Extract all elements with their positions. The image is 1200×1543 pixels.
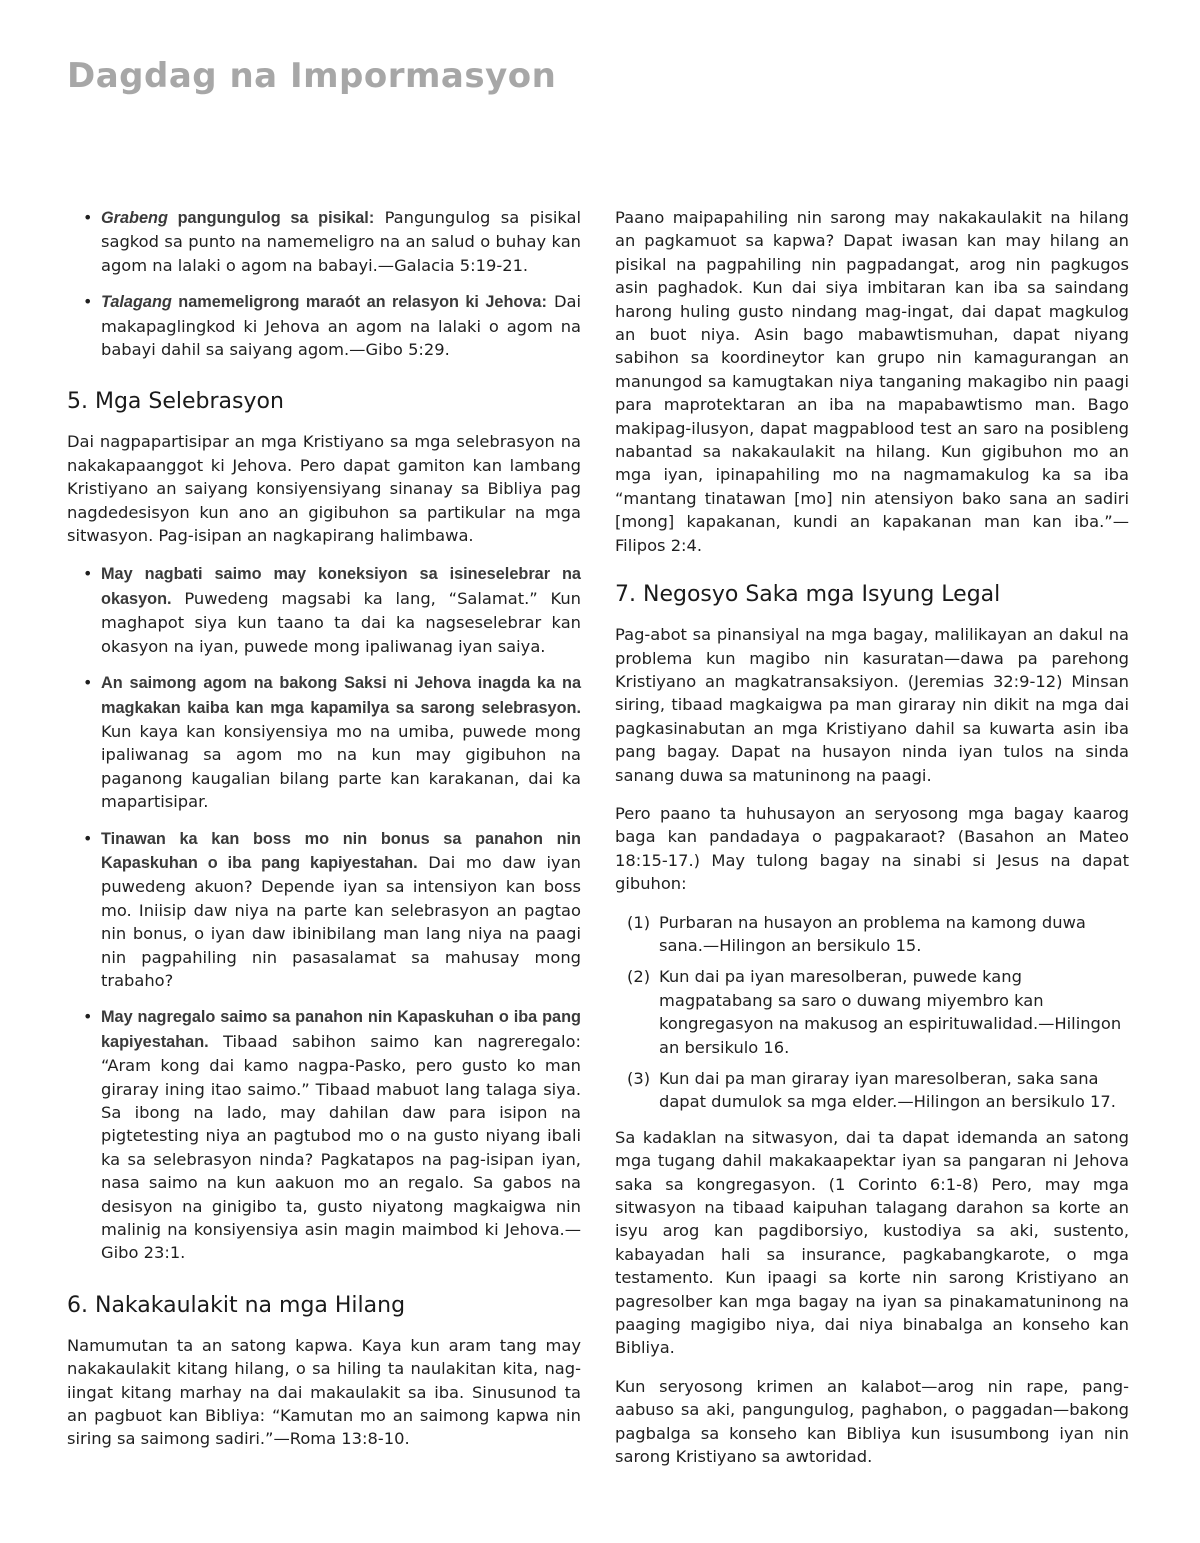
paragraph: Pag-abot sa pinansiyal na mga bagay, malilikayan an dakul na problema kun magibo nin kasuratan—dawa pa parehong Kristiyano an magkatransaksiyon. (Jeremias 32:9-12) Minsan siring, tibaad magkaigwa pa man giraray nin dikit na mga dai pagkasinabutan an mga Kristiyano dahil sa kuwarta asin iba pang bagay. Dapat na husayon ninda iyan tulos na sinda sanang duwa sa matuninong na paagi. — [615, 625, 1129, 785]
paragraph: Kun seryosong krimen an kalabot—arog nin rape, pang-aabuso sa aki, pangungulog, paghabon, o paggadan—bakong pagbalga sa konseho kan Bibliya kun isusumbong iyan nin sarong Kristiyano sa awtoridad. — [615, 1376, 1129, 1467]
celebrations-bullet-list — [67, 562, 581, 1264]
bullet-text: Tibaad sabihon saimo kan nagreregalo: “Aram kong dai kamo nagpa-Pasko, pero gusto ko man giraray ining itao saimo.” Tibaad mabuot lang talaga siya. Sa ibong na lado, may dahilan daw para isipon na pigtetesting niya an pagtubod mo o na gusto niyang ibali ka sa selebrasyon ninda? Pagkatapos na pag-isipan iyan, nasa saimo na kun aakuon mo an regalo. Sa gabos na desisyon na ginigibo ta, gusto niyatong magkaigwa nin malinig na konsiyensiya asin magin maimbod ki Jehova.—Gibo 23:1. — [101, 1031, 581, 1263]
bullet-text: Dai mo daw iyan puwedeng akuon? Depende iyan sa intensiyon kan boss mo. Iniisip daw niya na parte kan selebrasyon an pagtao nin bonus, o iyan daw ibinibilang man lang niya na paagi nin pagpahiling nin pasasalamat sa mahusay mong trabaho? — [101, 852, 581, 990]
bullet-text: Puwedeng magsabi ka lang, “Salamat.” Kun maghapot siya kun taano ta dai ka nagseselebrar kan okasyon na iyan, puwede mong ipaliwanag iyan saiya. — [101, 588, 581, 656]
list-item — [83, 206, 581, 277]
bullet-lead: May nagregalo saimo sa panahon nin Kapaskuhan o iba pang kapiyestahan. — [101, 1008, 581, 1051]
step-text: Purbaran na husayon an problema na kamong duwa sana.—Hilingon an bersikulo 15. — [659, 912, 1086, 955]
list-item — [627, 1067, 1129, 1114]
page-title: Dagdag na Impormasyon — [67, 56, 557, 96]
steps-list — [615, 911, 1129, 1114]
section-heading-diseases: 6. Nakakaulakit na mga Hilang — [67, 1292, 406, 1318]
bullet-text: Kun kaya kan konsiyensiya mo na umiba, puwede mong ipaliwanag sa agom mo na kun may gigibuhon na paganong kaugalian bilang parte kan karakanan, dai ka mapartisipar. — [101, 721, 581, 812]
paragraph: Pero paano ta huhusayon an seryosong mga bagay kaarog baga kan pandadaya o pagpakaraot? (Basahon an Mateo 18:15-17.) May tulong bagay na sinabi si Jesus na dapat gibuhon: — [615, 803, 1129, 894]
bullet-lead: May nagbati saimo may koneksiyon sa isineselebrar na okasyon. — [101, 565, 581, 608]
list-item — [83, 562, 581, 658]
list-item — [83, 827, 581, 993]
list-item — [627, 911, 1129, 958]
paragraph: Paano maipapahiling nin sarong may nakakaulakit na hilang an pagkamuot sa kapwa? Dapat iwasan kan may hilang an pisikal na pagpahiling nin pagpadangat, arog nin pagkugos asin paghadok. Kun dai siya imbitaran kan iba sa saindang harong huling gusto nindang mag-ingat, dai dapat magkulog an buot niya. Asin bago mabawtismuhan, dapat niyang sabihon sa koordineytor kan grupo nin kamagurangan an manungod sa kamugtakan niya tanganing makagibo nin paagi para maprotektaran an iba na mapabawtismo man. Bago makipag-ilusyon, dapat magpablood test an saro na posibleng nabantad sa nakakaulakit na hilang. Kun gigibuhon mo an mga iyan, ipinapahiling mo na nagmamakulog ka sa iba “mantang tinatawan [mo] nin atensiyon bako sana an sadiri [mong] kapakanan, kundi an kapakanan man kan iba.”—Filipos 2:4. — [615, 208, 1129, 555]
list-item — [83, 1005, 581, 1264]
bullet-lead: Talagang namemeligrong maraót an relasyon ki Jehova: — [101, 293, 547, 312]
bullet-lead: Tinawan ka kan boss mo nin bonus sa panahon nin Kapaskuhan o iba pang kapiyestahan. — [101, 829, 581, 872]
list-item — [83, 671, 581, 813]
paragraph: Dai nagpapartisipar an mga Kristiyano sa mga selebrasyon na nakakapaanggot ki Jehova. Pero dapat gamiton kan lambang Kristiyano an saiyang konsiyensiyang sinanay sa Bibliya pag nagdedesisyon kun ano an gigibuhon sa partikular na mga sitwasyon. Pag-isipan an nagkapirang halimbawa. — [67, 432, 581, 546]
step-number: (1) — [627, 912, 651, 932]
right-column — [615, 206, 1129, 1484]
step-text: Kun dai pa iyan maresolberan, puwede kang magpatabang sa saro o duwang miyembro kan kongregasyon na makusog an espirituwalidad.—Hilingon an bersikulo 16. — [659, 967, 1122, 1057]
list-item — [627, 965, 1129, 1059]
paragraph: Sa kadaklan na sitwasyon, dai ta dapat idemanda an satong mga tugang dahil makakaapektar iyan sa pangaran ni Jehova saka sa kongregasyon. (1 Corinto 6:1-8) Pero, may mga sitwasyon na tibaad kaipuhan talagang darahon sa korte an isyu arog kan pagdiborsiyo, kustodiya sa aki, sustento, kabayadan hali sa insurance, pagkabangkarote, o mga testamento. Kun ipaagi sa korte nin sarong Kristiyano an pagresolber kan mga bagay na iyan sa pinakamatuninong na paaging magigibo niya, dai niya binabalga an konseho kan Bibliya. — [615, 1127, 1129, 1358]
step-number: (3) — [627, 1069, 651, 1088]
top-bullet-list — [67, 206, 581, 361]
left-column — [67, 206, 581, 1466]
bullet-text: Dai makapaglingkod ki Jehova an agom na lalaki o agom na babayi dahil sa saiyang agom.—Gibo 5:29. — [101, 292, 581, 360]
paragraph: Namumutan ta an satong kapwa. Kaya kun aram tang may nakakaulakit kitang hilang, o sa hiling ta naulakitan kita, nag-iingat kitang marhay na dai makaulakit sa iba. Sinusunod ta an pagbuot kan Bibliya: “Kamutan mo an saimong kapwa nin siring sa saimong sadiri.”—Roma 13:8-10. — [67, 1335, 581, 1449]
bullet-lead: An saimong agom na bakong Saksi ni Jehova inagda ka na magkakan kaiba kan mga kapamilya sa sarong selebrasyon. — [101, 674, 581, 717]
list-item — [83, 290, 581, 361]
section-heading-business-legal: 7. Negosyo Saka mga Isyung Legal — [615, 582, 1001, 608]
section-heading-celebrations: 5. Mga Selebrasyon — [67, 389, 284, 415]
step-number: (2) — [627, 967, 651, 987]
step-text: Kun dai pa man giraray iyan maresolberan, saka sana dapat dumulok sa mga elder.—Hilingon an bersikulo 17. — [659, 1069, 1116, 1112]
bullet-text: Pangungulog sa pisikal sagkod sa punto na namemeligro na an salud o buhay kan agom na lalaki o agom na babayi.—Galacia 5:19-21. — [101, 208, 581, 275]
bullet-lead: Grabeng pangungulog sa pisikal: — [101, 209, 375, 227]
